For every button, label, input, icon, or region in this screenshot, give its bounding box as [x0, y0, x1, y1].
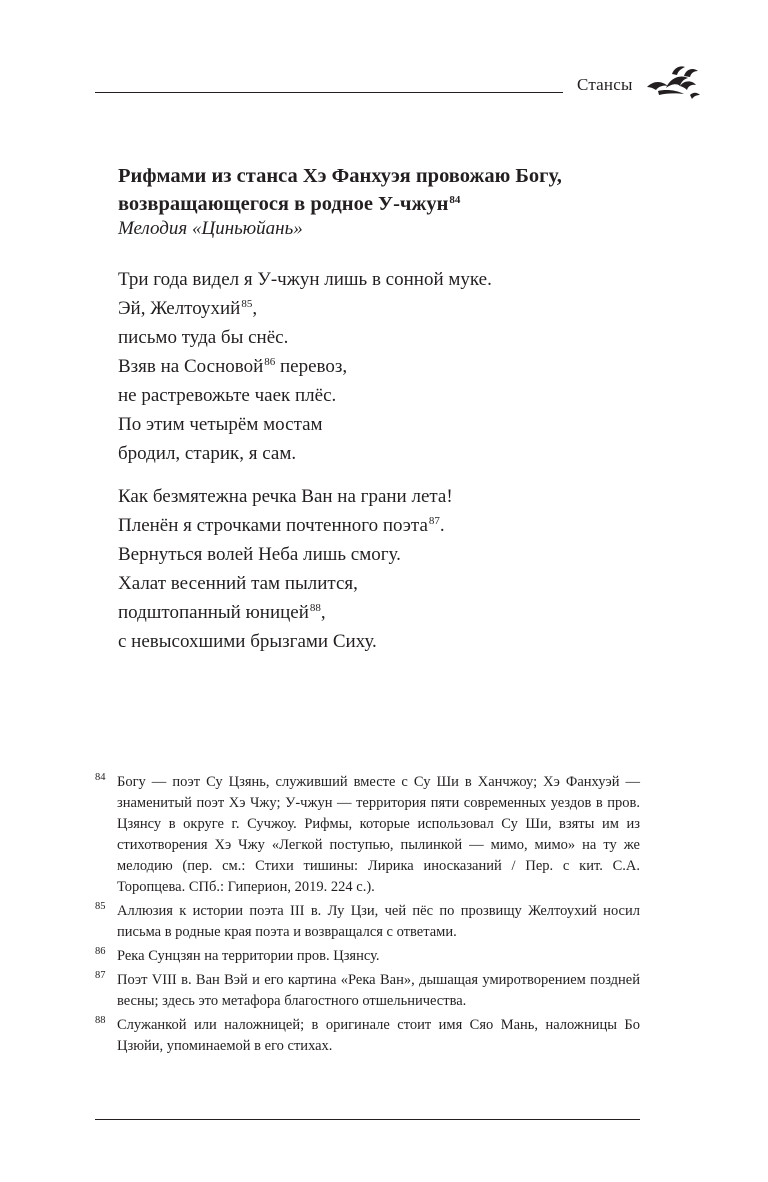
footnote-87: [95, 970, 640, 1012]
verse-line: По этим четырём мостам: [118, 414, 323, 435]
footnote-86: [95, 946, 640, 967]
stanza-2: [118, 482, 453, 656]
footnote-ref-88[interactable]: 88: [309, 602, 321, 614]
running-head: Стансы: [577, 75, 633, 94]
verse-line: Пленён я строчками почтенного поэта$^{87}$.: [118, 515, 445, 536]
footnote-84: [95, 772, 640, 898]
footnote-ref-86[interactable]: 86: [264, 356, 276, 368]
poem-melody: Мелодия «Циньюйань»: [118, 218, 303, 239]
poem-title-line-2-text: возвращающегося в родное У-чжун: [118, 193, 449, 215]
poem-title: [118, 162, 678, 221]
footnote-85: [95, 901, 640, 943]
footnote-number: 88: [95, 1015, 106, 1026]
footnote-number: 87: [95, 970, 106, 981]
footnote-text: Богу — поэт Су Цзянь, служивший вместе с Су Ши в Ханчжоу; Хэ Фанхуэй — знаменитый поэт Хэ Чжу; У-чжун — территория пяти современных уездов в пров. Цзянсу в округе г. Сучжоу. Рифмы, которые использовал Су Ши, взяты им из стихотворения Хэ Чжу «Легкой поступью, пылинкой — мимо, мимо» на ту же мелодию (пер. см.: Стихи тишины: Лирика иносказаний / Пер. с кит. С.А. Торопцева. СПб.: Гиперион, 2019. 224 с.).: [117, 774, 640, 895]
verse-line: Эй, Желтоухий$^{85}$,: [118, 298, 258, 319]
footnote-number: 84: [95, 772, 106, 783]
verse-line: Халат весенний там пылится,: [118, 573, 358, 594]
dragon-ornament-icon: [644, 62, 702, 102]
footnote-number: 86: [95, 946, 106, 957]
verse-line: бродил, старик, я сам.: [118, 443, 297, 464]
verse-line: не растревожьте чаек плёс.: [118, 385, 337, 406]
footer-rule: [95, 1119, 640, 1120]
verse-line: Взяв на Сосновой$^{86}$ перевоз,: [118, 356, 348, 377]
footnote-ref-84[interactable]: 84: [449, 194, 461, 206]
footnote-ref-85[interactable]: 85: [241, 298, 253, 310]
footnote-text: Поэт VIII в. Ван Вэй и его картина «Река Ван», дышащая умиротворением поздней весны; здесь это метафора благостного отшельничества.: [117, 972, 640, 1009]
footnotes: [95, 772, 640, 1060]
footnote-number: 85: [95, 901, 106, 912]
footnote-88: [95, 1015, 640, 1057]
footnote-text: Река Сунцзян на территории пров. Цзянсу.: [117, 948, 380, 964]
poem-title-line-1: Рифмами из станса Хэ Фанхуэя провожаю Богу,: [118, 165, 562, 187]
footnote-text: Служанкой или наложницей; в оригинале стоит имя Сяо Мань, наложницы Бо Цзюйи, упоминаемой в его стихах.: [117, 1017, 640, 1054]
verse-line: с невысохшими брызгами Сиху.: [118, 631, 377, 652]
stanza-1: [118, 265, 492, 468]
footnote-ref-87[interactable]: 87: [428, 515, 440, 527]
header-rule: [95, 92, 563, 93]
poem-title-line-2: [118, 190, 678, 221]
footnote-text: Аллюзия к истории поэта III в. Лу Цзи, чей пёс по прозвищу Желтоухий носил письма в родные края поэта и возвращался с ответами.: [117, 903, 640, 940]
verse-line: Три года видел я У-чжун лишь в сонной муке.: [118, 269, 492, 290]
verse-line: письмо туда бы снёс.: [118, 327, 289, 348]
verse-line: Как безмятежна речка Ван на грани лета!: [118, 486, 453, 507]
verse-line: Вернуться волей Неба лишь смогу.: [118, 544, 401, 565]
verse-line: подштопанный юницей$^{88}$,: [118, 602, 326, 623]
